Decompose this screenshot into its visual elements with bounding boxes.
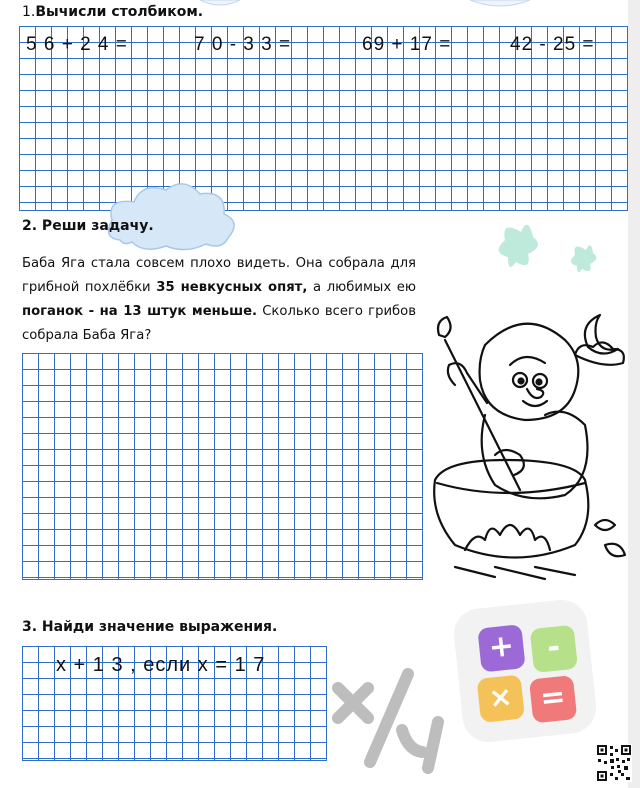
- butterfly-icon: [499, 225, 538, 267]
- butterfly-icon: [571, 245, 596, 272]
- task1-expression-3: 69 + 17 =: [362, 34, 452, 55]
- minus-key-icon: -: [530, 625, 578, 673]
- plus-key-icon: +: [477, 624, 525, 672]
- task1-title: 1.Вычисли столбиком.: [22, 4, 204, 20]
- task1-expression-2: 7 0 - 3 3 =: [194, 34, 292, 55]
- task3-expression: х + 1 3 , если х = 1 7: [56, 654, 266, 676]
- task1-expression-4: 42 - 25 =: [510, 34, 595, 55]
- task2-grid[interactable]: [22, 353, 423, 580]
- equals-key-icon: =: [529, 675, 577, 723]
- times-key-icon: ×: [477, 675, 525, 723]
- task3-title: 3. Найди значение выражения.: [22, 619, 278, 635]
- task2-title: 2. Реши задачу.: [22, 218, 154, 234]
- calculator-icon: [451, 597, 598, 744]
- problem-highlight-2: поганок - на 13 штук меньше.: [22, 304, 258, 319]
- problem-highlight-1: 35 невкусных опят,: [156, 280, 308, 295]
- xy-fraction-decoration: [320, 660, 450, 775]
- qr-code-icon: [596, 744, 632, 782]
- task1-expression-1: 5 6 + 2 4 =: [26, 34, 128, 55]
- task2-problem-text: Баба Яга стала совсем плохо видеть. Она собрала для грибной похлёбки 35 невкусных опят, а любимых ею поганок - на 13 штук меньше. Сколько всего грибов собрала Баба Яга?: [22, 256, 417, 343]
- witch-cauldron-illustration: [425, 305, 637, 585]
